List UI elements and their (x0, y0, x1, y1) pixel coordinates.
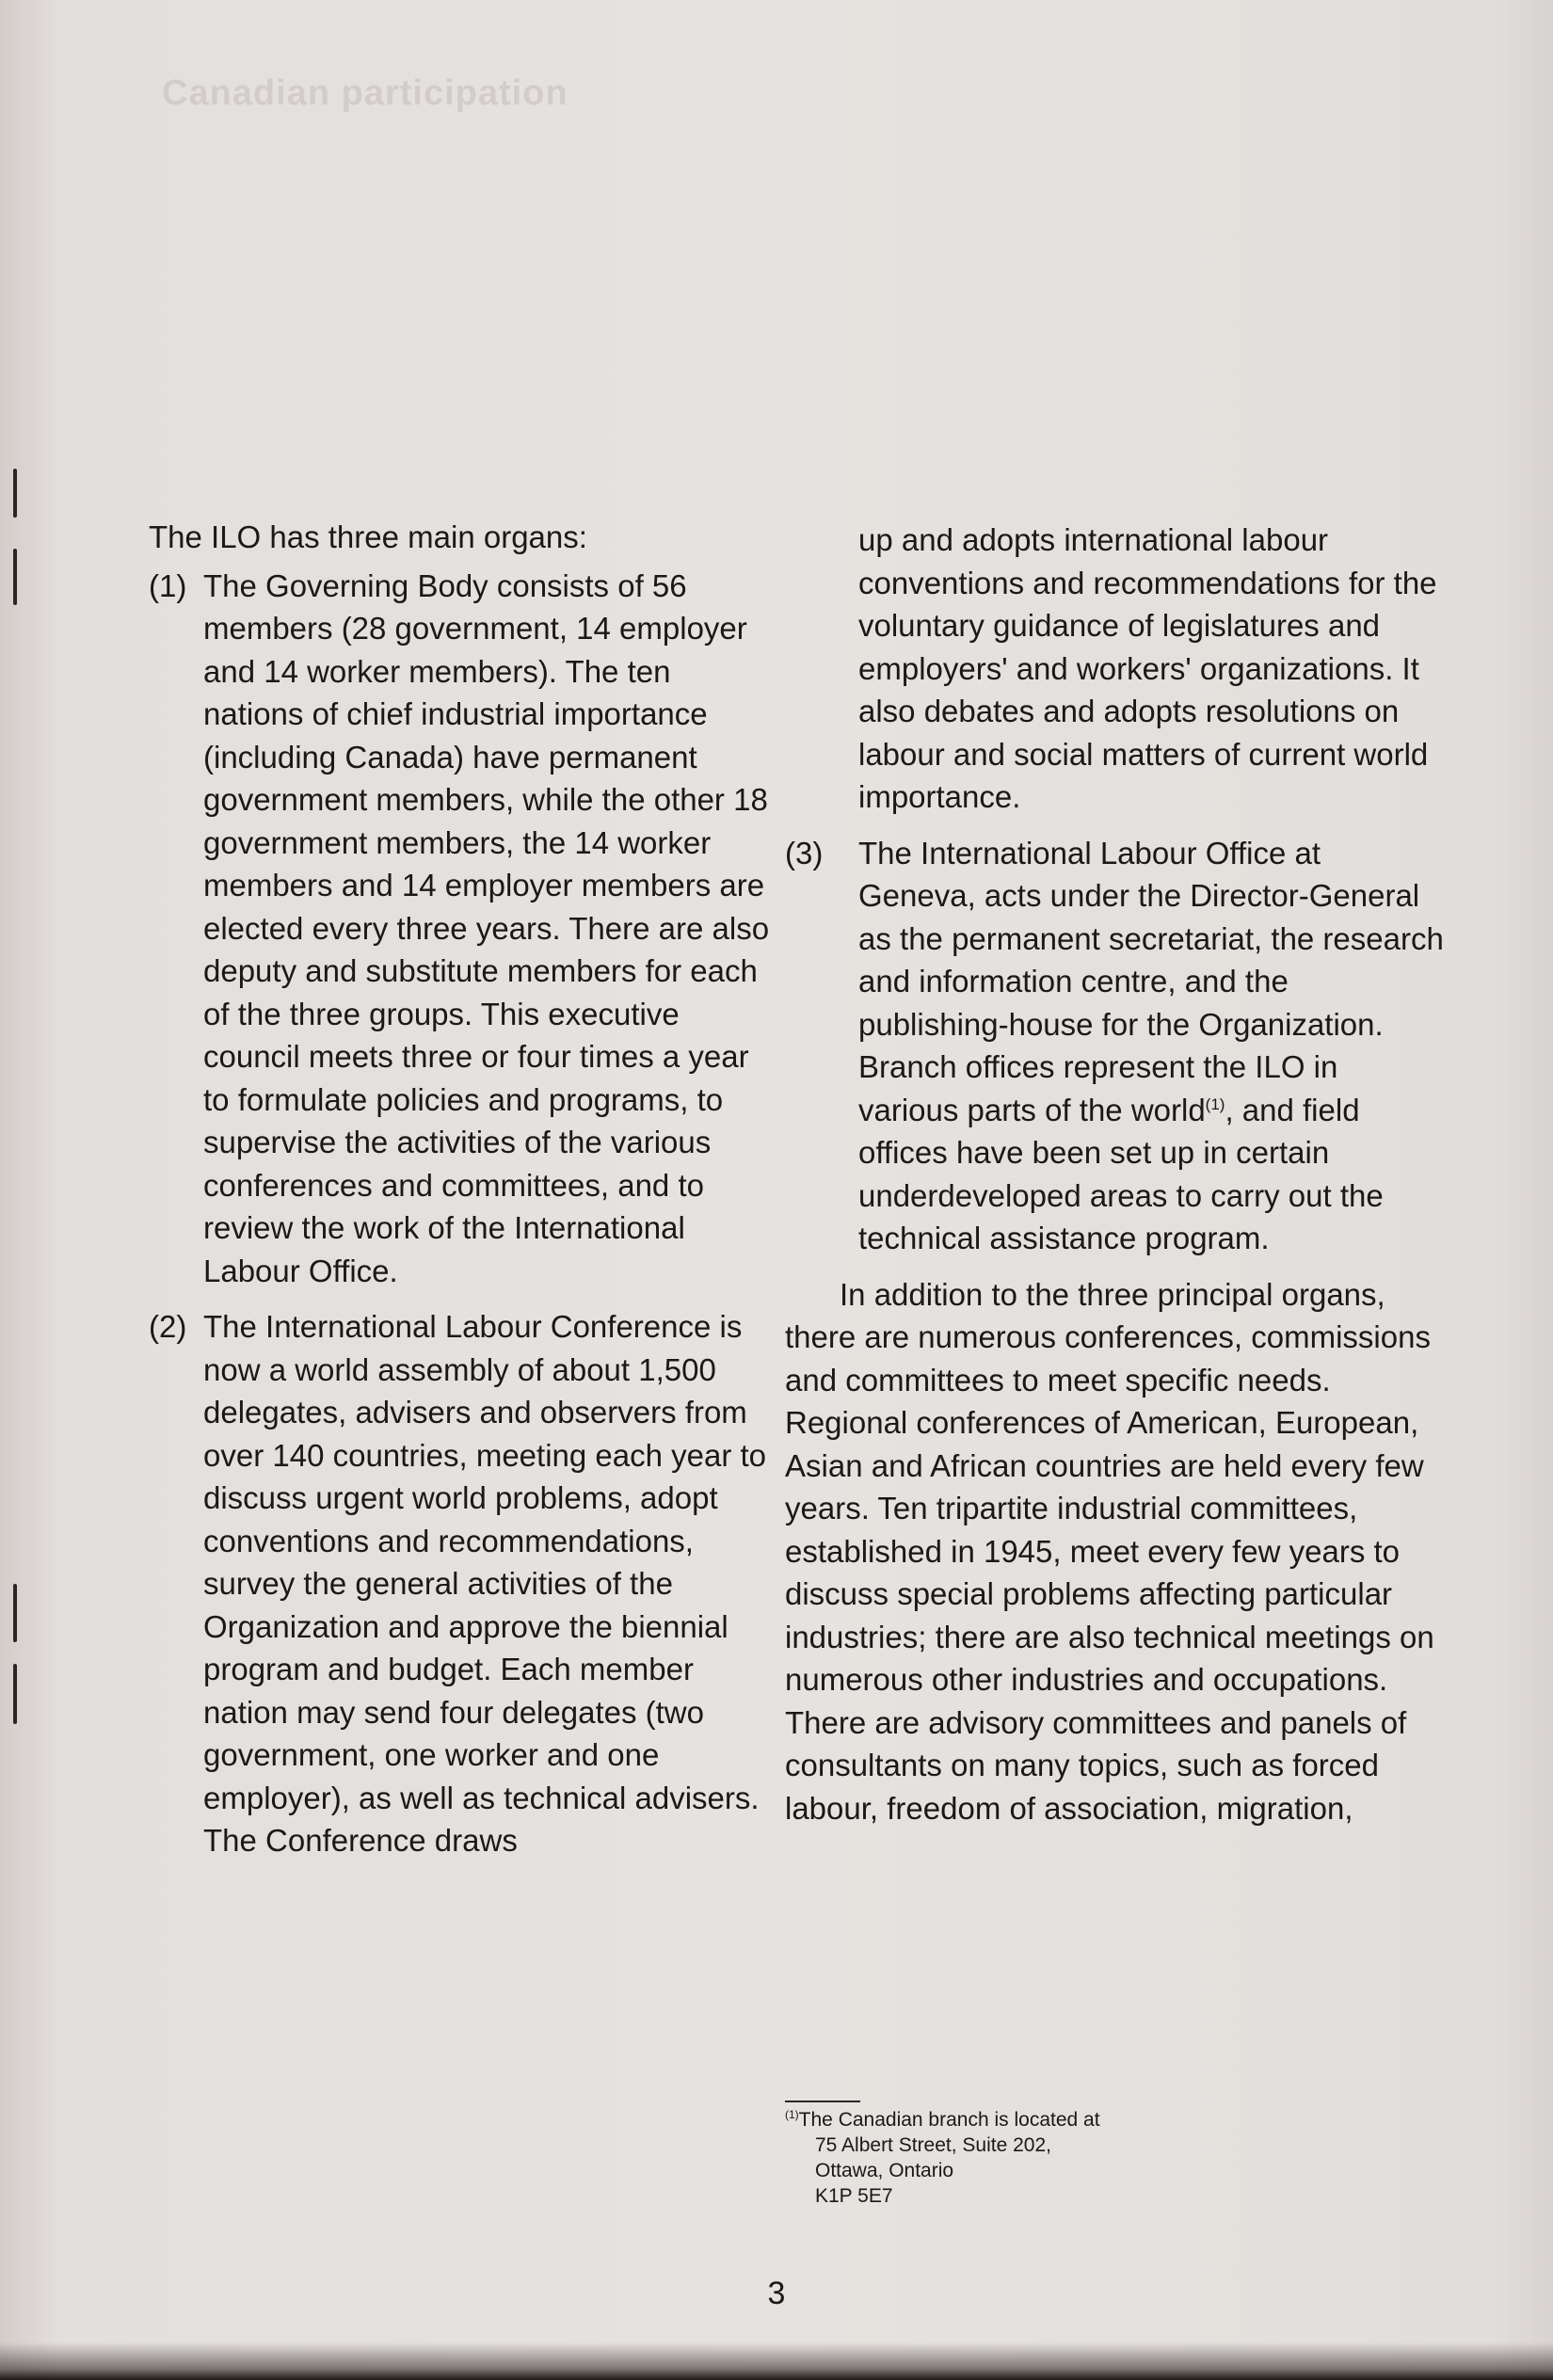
footnote-line: K1P 5E7 (815, 2185, 893, 2207)
binding-staple-mark (13, 1664, 17, 1724)
footnote-divider (785, 2100, 860, 2102)
list-item-labour-conference (149, 1305, 770, 1862)
bleed-through-heading: Canadian participation (162, 73, 568, 113)
page-number: 3 (767, 2276, 786, 2311)
list-item-text-continued: , and field offices have been set up in certain underdeveloped areas to carry out the technical assistance program. (858, 1092, 1384, 1255)
list-item-text: The International Labour Conference is now a world assembly of about 1,500 delegates, advisers and observers from over 140 countries, meeting each year to discuss urgent world problems, adopt conventions and recommendations, survey the general activities of the Organization and approve the biennial program and budget. Each member nation may send four delegates (two government, one worker and one employer), as well as technical advisers. The Conference draws (203, 1309, 767, 1858)
list-item-number: (3) (785, 835, 824, 871)
list-item-labour-office (785, 832, 1444, 1260)
footnote-line: Ottawa, Ontario (815, 2160, 954, 2181)
list-item-governing-body (149, 565, 770, 1293)
binding-staple-mark (13, 1584, 17, 1642)
list-item-number: (1) (149, 567, 187, 603)
footnote-mark: (1) (785, 2108, 799, 2121)
footnote-line: $^{(1)}$The Canadian branch is located at (785, 2108, 1100, 2131)
binding-staple-mark (13, 549, 17, 605)
list-item-labour-conference-continued: up and adopts international labour conventions and recommendations for the voluntary guidance of legislatures and employers' and workers' organizations. It also debates and adopts resolutions on labour and social matters of current world importance. (858, 522, 1437, 814)
scan-bottom-edge (0, 2342, 1553, 2380)
footnote-reference: (1) (1205, 1094, 1225, 1113)
list-item-number: (2) (149, 1309, 187, 1344)
list-item-text: The International Labour Office at Geneva, acts under the Director-General as the permanent secretariat, the research and information centre, and the publishing-house for the Organization. Branch offices represent the ILO in various parts of the world (858, 835, 1444, 1127)
left-column (149, 516, 770, 1876)
right-column (785, 519, 1444, 1829)
binding-staple-mark (13, 469, 17, 518)
footnote (785, 2107, 1350, 2209)
footnote-line: 75 Albert Street, Suite 202, (815, 2134, 1051, 2156)
organs-lead-text: The ILO has three main organs: (149, 519, 587, 554)
body-paragraph: In addition to the three principal organs, there are numerous conferences, commissions and committees to meet specific needs. Regional conferences of American, European, Asian and African countries are held every few years. Ten tripartite industrial committees, established in 1945, meet every few years to discuss special problems affecting particular industries; there are also technical meetings on numerous other industries and occupations. There are advisory committees and panels of consultants on many topics, such as forced labour, freedom of association, migration, (785, 1276, 1434, 1826)
list-item-text: The Governing Body consists of 56 members (28 government, 14 employer and 14 worker members). The ten nations of chief industrial importance (including Canada) have permanent government members, while the other 18 government members, the 14 worker members and 14 employer members are elected every three years. There are also deputy and substitute members for each of the three groups. This executive council meets three or four times a year to formulate policies and programs, to supervise the activities of the various conferences and committees, and to review the work of the International Labour Office. (203, 567, 770, 1288)
